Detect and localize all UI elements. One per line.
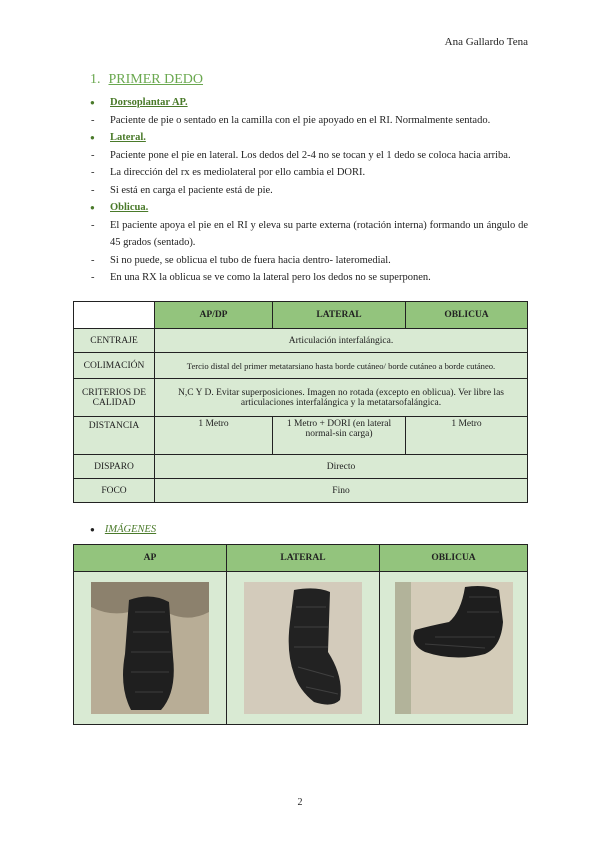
- value-centraje: Articulación interfalángica.: [155, 329, 528, 353]
- value-distancia-ap: 1 Metro: [155, 417, 273, 455]
- instruction-item: [90, 112, 528, 130]
- row-colimacion: [74, 353, 528, 379]
- label-criterios: CRITERIOS DE CALIDAD: [74, 379, 155, 417]
- instruction-text: Si no puede, se oblicua el tubo de fuera hacia dentro- lateromedial.: [110, 254, 391, 266]
- value-foco: Fino: [155, 479, 528, 503]
- instruction-item: [90, 164, 528, 182]
- foot-photo-ap: [91, 582, 209, 714]
- section-number: 1.: [90, 72, 101, 87]
- header-blank: [74, 302, 155, 329]
- value-distancia-lateral: 1 Metro + DORI (en lateral normal-sin carga): [273, 417, 406, 455]
- label-foco: FOCO: [74, 479, 155, 503]
- image-cell-ap: [74, 572, 227, 725]
- images-header-lateral: LATERAL: [227, 545, 380, 572]
- image-cell-oblicua: [380, 572, 528, 725]
- row-criterios: [74, 379, 528, 417]
- author-name: Ana Gallardo Tena: [444, 36, 528, 48]
- instruction-text: La dirección del rx es mediolateral por ello cambia el DORI.: [110, 167, 366, 178]
- row-distancia: [74, 417, 528, 455]
- projection-heading: [90, 199, 528, 217]
- parameters-table: [73, 301, 528, 503]
- instruction-text: Paciente de pie o sentado en la camilla con el pie apoyado en el RI. Normalmente sentado.: [110, 114, 491, 126]
- header-oblicua: OBLICUA: [406, 302, 528, 329]
- section-heading: [90, 72, 528, 88]
- value-disparo: Directo: [155, 455, 528, 479]
- images-header-oblicua: OBLICUA: [380, 545, 528, 572]
- label-distancia: DISTANCIA: [74, 417, 155, 455]
- value-criterios: N,C Y D. Evitar superposiciones. Imagen no rotada (excepto en oblicua). Ver libre las articulaciones interfalángica y la metatarsofalángica.: [155, 379, 528, 417]
- label-disparo: DISPARO: [74, 455, 155, 479]
- projection-title: Oblicua.: [110, 202, 149, 213]
- instruction-item: [90, 147, 528, 165]
- value-distancia-oblicua: 1 Metro: [406, 417, 528, 455]
- instruction-item: [90, 269, 528, 287]
- content: [90, 72, 528, 287]
- instruction-text: Si está en carga el paciente está de pie.: [110, 184, 273, 196]
- instruction-text: Paciente pone el pie en lateral. Los dedos del 2-4 no se tocan y el 1 dedo se coloca hacia arriba.: [110, 149, 511, 161]
- projection-heading: [90, 94, 528, 112]
- projection-heading: [90, 129, 528, 147]
- header-ap: AP/DP: [155, 302, 273, 329]
- table-header-row: [74, 302, 528, 329]
- header-lateral: LATERAL: [273, 302, 406, 329]
- instruction-item: [90, 182, 528, 200]
- instruction-item: [90, 252, 528, 270]
- images-title: IMÁGENES: [104, 524, 157, 535]
- instruction-text: En una RX la oblicua se ve como la lateral pero los dedos no se superponen.: [110, 272, 431, 283]
- projection-title: Dorsoplantar AP.: [110, 97, 188, 108]
- row-foco: [74, 479, 528, 503]
- foot-photo-oblicua: [395, 582, 513, 714]
- label-centraje: CENTRAJE: [74, 329, 155, 353]
- instruction-item: [90, 217, 528, 252]
- image-cell-lateral: [227, 572, 380, 725]
- images-row: [74, 572, 528, 725]
- row-disparo: [74, 455, 528, 479]
- label-colimacion: COLIMACIÓN: [74, 353, 155, 379]
- section-title: PRIMER DEDO: [108, 72, 204, 87]
- images-table: [73, 544, 528, 725]
- images-header-row: [74, 545, 528, 572]
- instruction-text: El paciente apoya el pie en el RI y eleva su parte externa (rotación interna) formando un ángulo de 45 grados (sentado).: [110, 219, 528, 248]
- images-heading: [90, 524, 156, 535]
- images-header-ap: AP: [74, 545, 227, 572]
- instruction-list: [90, 94, 528, 287]
- row-centraje: [74, 329, 528, 353]
- projection-title: Lateral.: [110, 132, 146, 143]
- foot-photo-lateral: [244, 582, 362, 714]
- page-number: 2: [297, 797, 303, 808]
- value-colimacion: Tercio distal del primer metatarsiano hasta borde cutáneo/ borde cutáneo a borde cutáneo.: [155, 353, 528, 379]
- bullet-icon: ●: [90, 525, 95, 534]
